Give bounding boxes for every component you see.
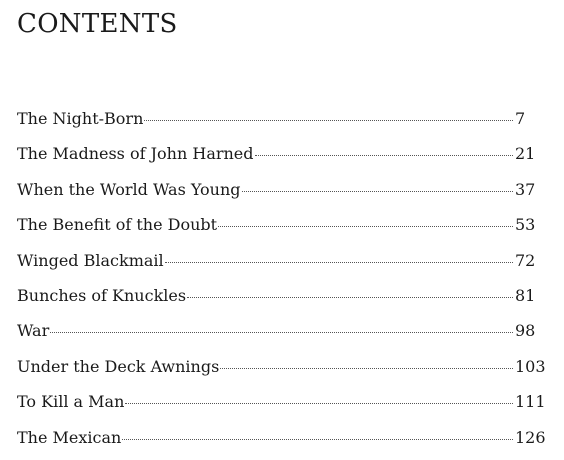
toc-entry[interactable] xyxy=(17,318,549,353)
dot-leader xyxy=(144,120,513,121)
dot-leader xyxy=(125,403,513,404)
toc-entry-page: 98 xyxy=(515,321,536,341)
toc-entry-page: 81 xyxy=(515,285,536,305)
dot-leader xyxy=(50,332,513,333)
toc-entry[interactable] xyxy=(17,106,549,141)
toc-entry-title: When the World Was Young xyxy=(17,179,241,199)
toc-entry-title: To Kill a Man xyxy=(17,392,125,412)
toc-entry-title: War xyxy=(17,321,50,341)
dot-leader xyxy=(122,439,513,440)
dot-leader xyxy=(242,191,513,192)
toc-entry-title: Under the Deck Awnings xyxy=(17,356,220,376)
toc-entry-page: 126 xyxy=(515,427,546,447)
dot-leader xyxy=(220,368,513,369)
table-of-contents xyxy=(17,106,549,460)
page-title: CONTENTS xyxy=(17,9,178,39)
toc-entry-page: 53 xyxy=(515,215,536,235)
toc-entry-page: 21 xyxy=(515,144,536,164)
toc-entry[interactable] xyxy=(17,212,549,247)
toc-entry[interactable] xyxy=(17,248,549,283)
toc-entry-title: Winged Blackmail xyxy=(17,250,164,270)
toc-entry-title: The Mexican xyxy=(17,427,122,447)
toc-entry-title: The Benefit of the Doubt xyxy=(17,215,218,235)
toc-entry[interactable] xyxy=(17,283,549,318)
dot-leader xyxy=(187,297,513,298)
dot-leader xyxy=(165,262,513,263)
dot-leader xyxy=(255,155,513,156)
toc-entry[interactable] xyxy=(17,425,549,460)
toc-entry-title: Bunches of Knuckles xyxy=(17,285,187,305)
dot-leader xyxy=(218,226,513,227)
toc-entry-page: 111 xyxy=(515,392,546,412)
toc-entry-title: The Night-Born xyxy=(17,109,144,128)
toc-entry-page: 72 xyxy=(515,250,536,270)
toc-entry-page: 37 xyxy=(515,179,536,199)
toc-entry-page: 103 xyxy=(515,356,546,376)
toc-entry-page: 7 xyxy=(515,109,526,128)
toc-entry-title: The Madness of John Harned xyxy=(17,144,254,164)
toc-entry[interactable] xyxy=(17,141,549,176)
toc-entry[interactable] xyxy=(17,354,549,389)
toc-entry[interactable] xyxy=(17,389,549,424)
toc-entry[interactable] xyxy=(17,177,549,212)
